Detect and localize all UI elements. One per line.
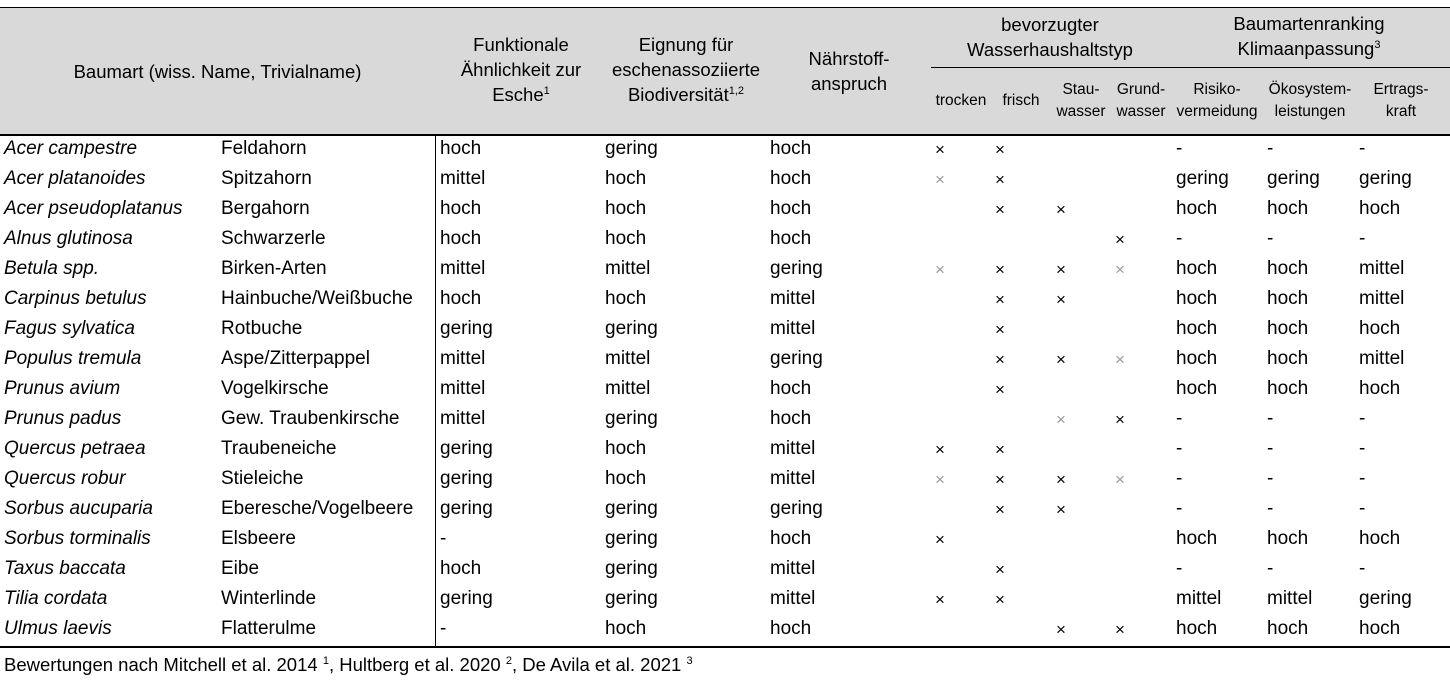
mark-stauwasser: ×: [1056, 260, 1066, 279]
header-eignung: [602, 32, 770, 107]
oekosystemleistungen: hoch: [1267, 378, 1309, 399]
header-oeko-line1: Ökosystem-: [1268, 81, 1352, 98]
funktionale-aehnlichkeit: mittel: [440, 408, 486, 429]
naehrstoffanspruch: hoch: [770, 168, 812, 189]
common-name: Bergahorn: [221, 198, 310, 219]
eignung-biodiversitaet: mittel: [605, 258, 651, 279]
ertragskraft: gering: [1359, 588, 1412, 609]
eignung-biodiversitaet: gering: [605, 138, 658, 159]
mark-trocken: ×: [935, 170, 945, 189]
oekosystemleistungen: hoch: [1267, 528, 1309, 549]
scientific-name: Sorbus aucuparia: [4, 498, 153, 519]
mark-frisch: ×: [995, 320, 1005, 339]
header-stauwasser-line1: Stau-: [1062, 81, 1100, 98]
scientific-name: Alnus glutinosa: [4, 228, 133, 249]
group-header-rule: [931, 67, 1450, 68]
common-name: Hainbuche/Weißbuche: [221, 288, 413, 309]
mark-stauwasser: ×: [1056, 410, 1066, 429]
common-name: Elsbeere: [221, 528, 296, 549]
funktionale-aehnlichkeit: mittel: [440, 348, 486, 369]
header-stauwasser: [1052, 79, 1110, 123]
header-funktional-line1: Funktionale: [473, 34, 569, 55]
footnote-ref: 3: [1374, 39, 1381, 51]
eignung-biodiversitaet: gering: [605, 588, 658, 609]
oekosystemleistungen: -: [1267, 558, 1274, 579]
funktionale-aehnlichkeit: mittel: [440, 258, 486, 279]
funktionale-aehnlichkeit: gering: [440, 498, 493, 519]
header-risiko-line1: Risiko-: [1193, 81, 1241, 98]
ertragskraft: hoch: [1359, 318, 1401, 339]
mark-grundwasser: ×: [1115, 620, 1125, 639]
mark-frisch: ×: [995, 290, 1005, 309]
footnote-sup-2: 2: [505, 655, 512, 667]
header-wasser-group: [931, 12, 1169, 62]
mark-frisch: ×: [995, 440, 1005, 459]
footnote-text-1: Bewertungen nach Mitchell et al. 2014: [4, 654, 323, 675]
funktionale-aehnlichkeit: hoch: [440, 138, 482, 159]
ertragskraft: mittel: [1359, 348, 1405, 369]
common-name: Birken-Arten: [221, 258, 327, 279]
common-name: Winterlinde: [221, 588, 317, 609]
footnote-sup-1: 1: [322, 655, 329, 667]
funktionale-aehnlichkeit: gering: [440, 318, 493, 339]
mark-frisch: ×: [995, 590, 1005, 609]
scientific-name: Carpinus betulus: [4, 288, 147, 309]
ertragskraft: hoch: [1359, 198, 1401, 219]
header-ertrag-line1: Ertrags-: [1373, 81, 1429, 98]
common-name: Feldahorn: [221, 138, 307, 159]
common-name: Aspe/Zitterpappel: [221, 348, 370, 369]
eignung-biodiversitaet: mittel: [605, 348, 651, 369]
header-ertrag-line2: kraft: [1385, 103, 1417, 120]
mark-stauwasser: ×: [1056, 470, 1066, 489]
naehrstoffanspruch: mittel: [770, 438, 816, 459]
risikovermeidung: hoch: [1176, 378, 1218, 399]
oekosystemleistungen: hoch: [1267, 288, 1309, 309]
header-naehrstoff-line2: anspruch: [810, 73, 888, 94]
mark-stauwasser: ×: [1056, 500, 1066, 519]
risikovermeidung: hoch: [1176, 348, 1218, 369]
risikovermeidung: hoch: [1176, 528, 1218, 549]
footnote: [4, 653, 693, 677]
mark-frisch: ×: [995, 350, 1005, 369]
oekosystemleistungen: gering: [1267, 168, 1320, 189]
naehrstoffanspruch: gering: [770, 258, 823, 279]
footnote-ref: 1: [543, 85, 550, 97]
risikovermeidung: -: [1176, 468, 1183, 489]
naehrstoffanspruch: hoch: [770, 378, 812, 399]
common-name: Eibe: [221, 558, 260, 579]
scientific-name: Sorbus torminalis: [4, 528, 151, 549]
naehrstoffanspruch: mittel: [770, 468, 816, 489]
header-oeko: [1262, 79, 1358, 123]
mark-frisch: ×: [995, 140, 1005, 159]
scientific-name: Populus tremula: [4, 348, 142, 369]
ertragskraft: mittel: [1359, 258, 1405, 279]
oekosystemleistungen: mittel: [1267, 588, 1313, 609]
oekosystemleistungen: hoch: [1267, 348, 1309, 369]
table-bottom-rule: [0, 646, 1450, 648]
funktionale-aehnlichkeit: gering: [440, 468, 493, 489]
naehrstoffanspruch: hoch: [770, 228, 812, 249]
mark-grundwasser: ×: [1115, 260, 1125, 279]
ertragskraft: -: [1359, 138, 1366, 159]
eignung-biodiversitaet: gering: [605, 528, 658, 549]
naehrstoffanspruch: hoch: [770, 198, 812, 219]
mark-trocken: ×: [935, 140, 945, 159]
ertragskraft: -: [1359, 228, 1366, 249]
risikovermeidung: -: [1176, 438, 1183, 459]
risikovermeidung: hoch: [1176, 258, 1218, 279]
ertragskraft: -: [1359, 408, 1366, 429]
oekosystemleistungen: hoch: [1267, 318, 1309, 339]
eignung-biodiversitaet: hoch: [605, 198, 647, 219]
header-bottom-rule: [0, 134, 1450, 136]
footnote-sup-3: 3: [686, 655, 693, 667]
footnote-text-3: , De Avila et al. 2021: [511, 654, 687, 675]
mark-frisch: ×: [995, 200, 1005, 219]
header-ranking-line1: Baumartenranking: [1233, 13, 1385, 34]
ertragskraft: hoch: [1359, 618, 1401, 639]
ertragskraft: gering: [1359, 168, 1412, 189]
header-eignung-line1: Eignung für: [638, 34, 734, 55]
mark-trocken: ×: [935, 260, 945, 279]
header-frisch: frisch: [1002, 92, 1040, 109]
scientific-name: Ulmus laevis: [4, 618, 112, 639]
naehrstoffanspruch: hoch: [770, 408, 812, 429]
eignung-biodiversitaet: gering: [605, 498, 658, 519]
header-funktional-line3: Esche: [492, 84, 544, 105]
eignung-biodiversitaet: hoch: [605, 438, 647, 459]
risikovermeidung: hoch: [1176, 618, 1218, 639]
mark-frisch: ×: [995, 380, 1005, 399]
header-ertrag: [1358, 79, 1444, 123]
header-wasser-line2: Wasserhaushaltstyp: [967, 39, 1133, 60]
risikovermeidung: -: [1176, 498, 1183, 519]
naehrstoffanspruch: gering: [770, 348, 823, 369]
eignung-biodiversitaet: hoch: [605, 618, 647, 639]
mark-stauwasser: ×: [1056, 620, 1066, 639]
ertragskraft: -: [1359, 498, 1366, 519]
header-trocken: trocken: [935, 92, 987, 109]
naehrstoffanspruch: mittel: [770, 588, 816, 609]
header-grundwasser-line2: wasser: [1116, 103, 1166, 120]
eignung-biodiversitaet: hoch: [605, 168, 647, 189]
oekosystemleistungen: hoch: [1267, 618, 1309, 639]
header-funktional-line2: Ähnlichkeit zur: [460, 59, 582, 80]
eignung-biodiversitaet: hoch: [605, 288, 647, 309]
header-naehrstoff-line1: Nährstoff-: [808, 48, 890, 69]
common-name: Traubeneiche: [221, 438, 337, 459]
header-eignung-line3: Biodiversität: [627, 84, 729, 105]
footnote-text-2: , Hultberg et al. 2020: [328, 654, 506, 675]
funktionale-aehnlichkeit: hoch: [440, 228, 482, 249]
scientific-name: Tilia cordata: [4, 588, 108, 609]
eignung-biodiversitaet: gering: [605, 318, 658, 339]
header-oeko-line2: leistungen: [1274, 103, 1346, 120]
mark-trocken: ×: [935, 440, 945, 459]
ertragskraft: mittel: [1359, 288, 1405, 309]
mark-frisch: ×: [995, 470, 1005, 489]
mark-frisch: ×: [995, 170, 1005, 189]
naehrstoffanspruch: hoch: [770, 528, 812, 549]
ertragskraft: hoch: [1359, 528, 1401, 549]
mark-stauwasser: ×: [1056, 290, 1066, 309]
header-ranking-group: [1169, 11, 1449, 61]
header-risiko: [1172, 79, 1262, 123]
mark-grundwasser: ×: [1115, 350, 1125, 369]
funktionale-aehnlichkeit: hoch: [440, 198, 482, 219]
funktionale-aehnlichkeit: -: [440, 618, 447, 639]
eignung-biodiversitaet: hoch: [605, 468, 647, 489]
funktionale-aehnlichkeit: hoch: [440, 288, 482, 309]
naehrstoffanspruch: mittel: [770, 558, 816, 579]
header-naehrstoff: [770, 46, 928, 96]
oekosystemleistungen: -: [1267, 438, 1274, 459]
scientific-name: Prunus padus: [4, 408, 122, 429]
oekosystemleistungen: -: [1267, 228, 1274, 249]
mark-frisch: ×: [995, 260, 1005, 279]
common-name: Schwarzerle: [221, 228, 326, 249]
oekosystemleistungen: -: [1267, 138, 1274, 159]
common-name: Rotbuche: [221, 318, 303, 339]
common-name: Eberesche/Vogelbeere: [221, 498, 414, 519]
common-name: Stieleiche: [221, 468, 304, 489]
naehrstoffanspruch: mittel: [770, 288, 816, 309]
naehrstoffanspruch: hoch: [770, 618, 812, 639]
header-ranking-line2: Klimaanpassung: [1237, 38, 1375, 59]
eignung-biodiversitaet: gering: [605, 408, 658, 429]
risikovermeidung: hoch: [1176, 198, 1218, 219]
ertragskraft: hoch: [1359, 378, 1401, 399]
header-risiko-line2: vermeidung: [1176, 103, 1258, 120]
mark-grundwasser: ×: [1115, 410, 1125, 429]
header-baumart: Baumart (wiss. Name, Trivialname): [73, 61, 362, 82]
table-top-rule: [0, 7, 1450, 8]
naehrstoffanspruch: hoch: [770, 138, 812, 159]
risikovermeidung: gering: [1176, 168, 1229, 189]
column-divider: [435, 136, 436, 646]
header-funktional: [440, 32, 602, 107]
mark-trocken: ×: [935, 590, 945, 609]
funktionale-aehnlichkeit: gering: [440, 438, 493, 459]
scientific-name: Betula spp.: [4, 258, 100, 279]
mark-trocken: ×: [935, 470, 945, 489]
mark-frisch: ×: [995, 560, 1005, 579]
scientific-name: Fagus sylvatica: [4, 318, 135, 339]
footnote-ref: 1,2: [728, 85, 745, 97]
header-grundwasser: [1110, 79, 1172, 123]
mark-stauwasser: ×: [1056, 350, 1066, 369]
funktionale-aehnlichkeit: gering: [440, 588, 493, 609]
mark-grundwasser: ×: [1115, 470, 1125, 489]
scientific-name: Acer campestre: [4, 138, 138, 159]
ertragskraft: -: [1359, 438, 1366, 459]
funktionale-aehnlichkeit: -: [440, 528, 447, 549]
mark-trocken: ×: [935, 530, 945, 549]
common-name: Flatterulme: [221, 618, 317, 639]
risikovermeidung: mittel: [1176, 588, 1222, 609]
risikovermeidung: -: [1176, 228, 1183, 249]
scientific-name: Taxus baccata: [4, 558, 126, 579]
scientific-name: Acer platanoides: [4, 168, 146, 189]
funktionale-aehnlichkeit: mittel: [440, 378, 486, 399]
mark-grundwasser: ×: [1115, 230, 1125, 249]
oekosystemleistungen: hoch: [1267, 198, 1309, 219]
ertragskraft: -: [1359, 558, 1366, 579]
eignung-biodiversitaet: mittel: [605, 378, 651, 399]
oekosystemleistungen: -: [1267, 408, 1274, 429]
header-stauwasser-line2: wasser: [1056, 103, 1106, 120]
common-name: Vogelkirsche: [221, 378, 329, 399]
oekosystemleistungen: -: [1267, 498, 1274, 519]
naehrstoffanspruch: mittel: [770, 318, 816, 339]
common-name: Spitzahorn: [221, 168, 312, 189]
oekosystemleistungen: hoch: [1267, 258, 1309, 279]
risikovermeidung: -: [1176, 558, 1183, 579]
risikovermeidung: -: [1176, 138, 1183, 159]
scientific-name: Acer pseudoplatanus: [4, 198, 183, 219]
eignung-biodiversitaet: hoch: [605, 228, 647, 249]
mark-frisch: ×: [995, 500, 1005, 519]
risikovermeidung: hoch: [1176, 288, 1218, 309]
header-eignung-line2: eschenassoziierte: [611, 59, 761, 80]
oekosystemleistungen: -: [1267, 468, 1274, 489]
common-name: Gew. Traubenkirsche: [221, 408, 400, 429]
header-wasser-line1: bevorzugter: [1001, 14, 1099, 35]
mark-stauwasser: ×: [1056, 200, 1066, 219]
header-grundwasser-line1: Grund-: [1116, 81, 1166, 98]
risikovermeidung: hoch: [1176, 318, 1218, 339]
scientific-name: Quercus robur: [4, 468, 126, 489]
scientific-name: Prunus avium: [4, 378, 121, 399]
risikovermeidung: -: [1176, 408, 1183, 429]
ertragskraft: -: [1359, 468, 1366, 489]
eignung-biodiversitaet: gering: [605, 558, 658, 579]
scientific-name: Quercus petraea: [4, 438, 146, 459]
naehrstoffanspruch: gering: [770, 498, 823, 519]
funktionale-aehnlichkeit: hoch: [440, 558, 482, 579]
funktionale-aehnlichkeit: mittel: [440, 168, 486, 189]
